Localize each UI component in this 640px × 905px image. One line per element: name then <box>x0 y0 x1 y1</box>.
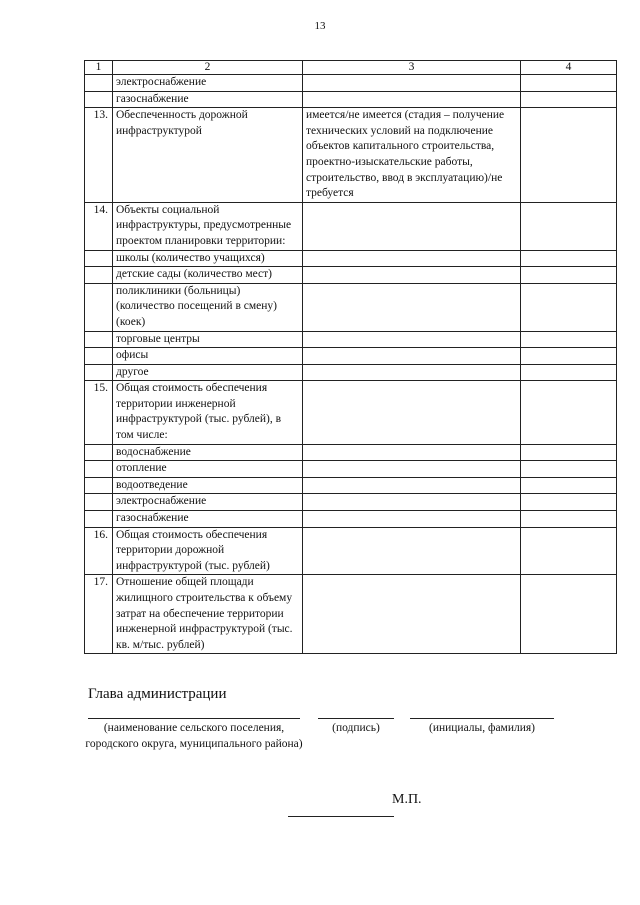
row-number <box>85 250 113 267</box>
signature-line <box>318 718 394 719</box>
header-col-4: 4 <box>521 61 617 75</box>
indicator-note <box>521 108 617 203</box>
indicator-value <box>303 381 521 444</box>
indicator-name: другое <box>113 364 303 381</box>
indicator-note <box>521 331 617 348</box>
header-col-3: 3 <box>303 61 521 75</box>
table-row <box>85 461 617 478</box>
table-row <box>85 364 617 381</box>
indicator-value <box>303 202 521 250</box>
table-row <box>85 202 617 250</box>
indicator-name: газоснабжение <box>113 91 303 108</box>
indicator-name: водоотведение <box>113 477 303 494</box>
table-row <box>85 283 617 331</box>
row-number <box>85 267 113 284</box>
indicator-value <box>303 364 521 381</box>
indicator-name: детские сады (количество мест) <box>113 267 303 284</box>
table-row <box>85 267 617 284</box>
table-row <box>85 331 617 348</box>
table-row <box>85 250 617 267</box>
table-row <box>85 348 617 365</box>
indicator-note <box>521 381 617 444</box>
indicator-name: газоснабжение <box>113 511 303 528</box>
indicator-value <box>303 477 521 494</box>
data-table <box>84 60 617 654</box>
indicator-value <box>303 527 521 575</box>
row-number <box>85 348 113 365</box>
indicator-name: школы (количество учащихся) <box>113 250 303 267</box>
indicator-note <box>521 250 617 267</box>
header-col-2: 2 <box>113 61 303 75</box>
signature-caption: (подпись) <box>332 722 380 734</box>
indicator-name: электроснабжение <box>113 75 303 92</box>
indicator-note <box>521 267 617 284</box>
indicator-value: имеется/не имеется (стадия – получение технических условий на подключение объектов капитального строительства, проектно-изыскательские работы, строительство, ввод в эксплуатацию)/не требуется <box>303 108 521 203</box>
row-number <box>85 494 113 511</box>
indicator-value <box>303 250 521 267</box>
indicator-value <box>303 267 521 284</box>
indicator-note <box>521 348 617 365</box>
indicator-note <box>521 202 617 250</box>
row-number <box>85 444 113 461</box>
initials-caption: (инициалы, фамилия) <box>428 722 536 734</box>
row-number <box>85 331 113 348</box>
indicator-value <box>303 511 521 528</box>
org-name-line <box>88 718 300 719</box>
table-row <box>85 575 617 654</box>
indicator-note <box>521 511 617 528</box>
table-row <box>85 75 617 92</box>
indicator-note <box>521 477 617 494</box>
indicator-name: Отношение общей площади жилищного строительства к объему затрат на обеспечение территории инженерной инфраструктурой (тыс. кв. м/тыс. рублей) <box>113 575 303 654</box>
indicator-name: Обеспеченность дорожной инфраструктурой <box>113 108 303 203</box>
indicator-name: офисы <box>113 348 303 365</box>
indicator-value <box>303 575 521 654</box>
table-row <box>85 494 617 511</box>
row-number <box>85 75 113 92</box>
indicator-name: поликлиники (больницы) (количество посещений в смену) (коек) <box>113 283 303 331</box>
row-number <box>85 283 113 331</box>
table-row <box>85 381 617 444</box>
indicator-name: водоснабжение <box>113 444 303 461</box>
table-row <box>85 477 617 494</box>
indicator-note <box>521 283 617 331</box>
indicator-note <box>521 91 617 108</box>
indicator-note <box>521 75 617 92</box>
stamp-placeholder: М.П. <box>392 792 422 807</box>
bottom-rule <box>288 816 394 817</box>
org-name-caption: (наименование сельского поселения, городского округа, муниципального района) <box>85 722 303 750</box>
indicator-value <box>303 283 521 331</box>
indicator-value <box>303 461 521 478</box>
table-row <box>85 108 617 203</box>
indicator-note <box>521 494 617 511</box>
indicator-note <box>521 461 617 478</box>
table-row <box>85 511 617 528</box>
table-header-row <box>85 61 617 75</box>
row-number <box>85 91 113 108</box>
row-number: 17. <box>85 575 113 654</box>
row-number: 14. <box>85 202 113 250</box>
indicator-value <box>303 331 521 348</box>
row-number: 15. <box>85 381 113 444</box>
indicator-name: Общая стоимость обеспечения территории инженерной инфраструктурой (тыс. рублей), в том числе: <box>113 381 303 444</box>
indicator-note <box>521 575 617 654</box>
indicator-value <box>303 91 521 108</box>
table-row <box>85 444 617 461</box>
row-number: 16. <box>85 527 113 575</box>
row-number <box>85 511 113 528</box>
page-number: 13 <box>314 20 326 32</box>
indicator-value <box>303 494 521 511</box>
indicator-name: отопление <box>113 461 303 478</box>
indicator-name: электроснабжение <box>113 494 303 511</box>
row-number <box>85 364 113 381</box>
initials-line <box>410 718 554 719</box>
header-col-1: 1 <box>85 61 113 75</box>
table-row <box>85 91 617 108</box>
indicator-value <box>303 348 521 365</box>
head-of-administration-title: Глава администрации <box>88 686 227 702</box>
row-number: 13. <box>85 108 113 203</box>
row-number <box>85 461 113 478</box>
indicator-name: Общая стоимость обеспечения территории дорожной инфраструктурой (тыс. рублей) <box>113 527 303 575</box>
row-number <box>85 477 113 494</box>
indicator-note <box>521 527 617 575</box>
table-row <box>85 527 617 575</box>
indicator-value <box>303 75 521 92</box>
indicator-note <box>521 444 617 461</box>
indicator-name: торговые центры <box>113 331 303 348</box>
indicator-name: Объекты социальной инфраструктуры, предусмотренные проектом планировки территории: <box>113 202 303 250</box>
indicator-note <box>521 364 617 381</box>
indicator-value <box>303 444 521 461</box>
